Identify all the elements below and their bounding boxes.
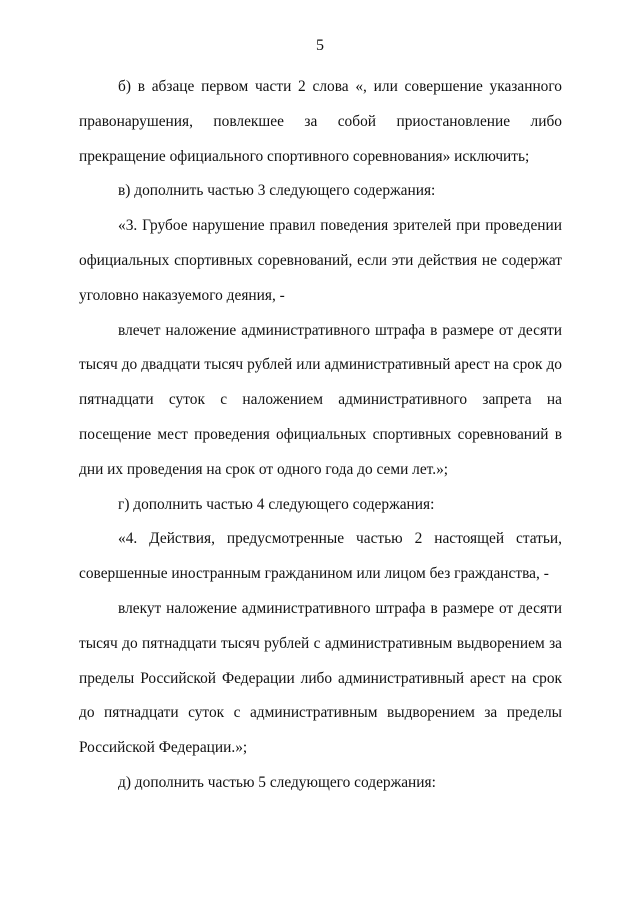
document-body (79, 70, 562, 801)
paragraph-amendment-g: г) дополнить частью 4 следующего содержания: (118, 495, 435, 513)
page-number: 5 (316, 37, 324, 54)
paragraph-part-3-penalty: влечет наложение административного штрафа в размере от десяти тысяч до двадцати тысяч рублей или административный арест на срок до пятнадцати суток с наложением административного запрета на посещение мест проведения официальных спортивных соревнований в дни их проведения на срок от одного года до семи лет.»; (79, 321, 562, 478)
paragraph-amendment-b: б) в абзаце первом части 2 слова «, или совершение указанного правонарушения, повлекшее за собой приостановление либо прекращение официального спортивного соревнования» исключить; (79, 78, 562, 165)
paragraph-amendment-v: в) дополнить частью 3 следующего содержания: (118, 182, 436, 200)
paragraph-part-4-penalty: влекут наложение административного штрафа в размере от десяти тысяч до пятнадцати тысяч рублей с административным выдворением за пределы Российской Федерации либо административный арест на срок до пятнадцати суток с административным выдворением за пределы Российской Федерации.»; (79, 599, 562, 757)
paragraph-part-4: «4. Действия, предусмотренные частью 2 настоящей статьи, совершенные иностранным гражданином или лицом без гражданства, - (79, 530, 562, 583)
paragraph-amendment-d: д) дополнить частью 5 следующего содержания: (118, 773, 436, 791)
paragraph-part-3: «3. Грубое нарушение правил поведения зрителей при проведении официальных спортивных соревнований, если эти действия не содержат уголовно наказуемого деяния, - (79, 217, 562, 304)
